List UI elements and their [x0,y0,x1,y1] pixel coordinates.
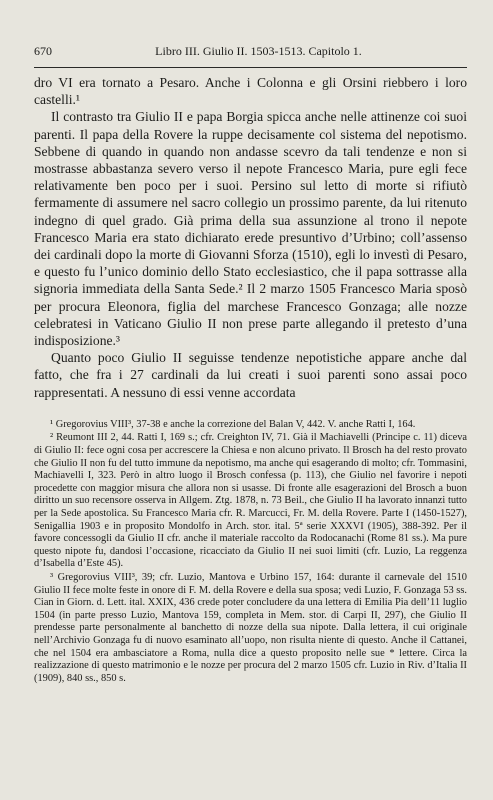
paragraph-nepotism: Il contrasto tra Giulio II e papa Borgia spicca anche nelle attinenze coi suoi parenti. Il papa della Rovere la ruppe decisamente col sistema del nepotismo. Sebbene di quando in quando non andasse scevro da tali tendenze e non si mostrasse abbastanza severo verso il nepote Francesco Maria, pure egli fece relativamente ben poco per i suoi. Persino sul letto di morte si rifiutò fermamente di assumere nel sacro collegio un prossimo parente, da lui ritenuto indegno di quel grado. Già prima della sua assunzione al trono il nepote Francesco Maria era stato dichiarato erede presuntivo d’Urbino; coll’assenso dei cardinali dopo la morte di Giovanni Sforza (1510), egli lo investì di Pesaro, e questo fu l’unico dominio dello Stato ecclesiastico, che il papa sottrasse alla signoria immediata della Santa Sede.² Il 2 marzo 1505 Francesco Maria sposò per procura Eleonora, figlia del marchese Francesco Gonzaga; alle nozze celebratesi in Vaticano Giulio II non prese parte allegando il pretesto d’una indisposizione.³ [34,109,467,349]
footnote-2: ² Reumont III 2, 44. Ratti I, 169 s.; cfr. Creighton IV, 71. Già il Machiavelli (Principe c. 11) diceva di Giulio II: fece ogni cosa per accrescere la Chiesa e non alcuno privato. Il Brosch ha del resto provato che Giulio II non fu del tutto immune da nepotismo, ma anche qui esagerando di molto; cfr. Tommasini, Machiavelli I, 323. Però in altro luogo il Brosch confessa (p. 113), che Giulio nel favorire i nepoti procedette con maggior misura che allora non si usasse. Di fronte alle esagerazioni del Brosch a buon diritto un suo recensore osserva in Allgem. Ztg. 1878, n. 73 Beil., che Giulio II ha lavorato innanzi tutto per la Sede apostolica. Su Francesco Maria cfr. R. Marcucci, Fr. M. della Rovere. Parte I (1450-1527), Senigallia 1903 e in proposito Mondolfo in Arch. stor. ital. 5ª serie XXXVI (1905), 388-392. Per il favore concessogli da Giulio II cfr. anche il materiale raccolto da Rodocanachi (Rome 81 ss.). Ma pure questo nipote fu, dandosi l’occasione, ricacciato da Giulio II nei suoi limiti (cfr. Luzio, La reggenza d’Isabella d’Este 45). [34,432,467,570]
footnote-3: ³ Gregorovius VIII³, 39; cfr. Luzio, Mantova e Urbino 157, 164: durante il carnevale del 1510 Giulio II fece molte feste in onore di F. M. della Rovere e della sua sposa; vedi Luzio, F. Gonzaga 53 ss. Cian in Giorn. d. Lett. ital. XXIX, 436 crede poter concludere da una lettera di Emilia Pia dell’11 luglio 1504 (in parte presso Luzio, Mantova 159, completa in Mem. stor. di Carpi II, 297), che Giulio II prendesse parte personalmente al banchetto di nozze della sua nipote. Dalla lettera, il cui originale nell’Archivio Gonzaga fu di nuovo esaminato all’uopo, non risulta niente di questo. Anche il Cattanei, che nel 1504 era ambasciatore a Roma, nulla dice a questo proposito nelle sue * lettere. Circa la realizzazione di questo matrimonio e le nozze per procura del 2 marzo 1505 cfr. Luzio in Riv. d’Italia II (1909), 840 ss., 850 s. [34,571,467,684]
footnote-1: ¹ Gregorovius VIII³, 37-38 e anche la correzione del Balan V, 442. V. anche Ratti I, 164. [50,418,416,430]
main-text [34,74,467,401]
running-title: Libro III. Giulio II. 1503-1513. Capitolo 1. [155,44,362,58]
paragraph-continued: dro VI era tornato a Pesaro. Anche i Colonna e gli Orsini riebbero i loro castelli.¹ [34,75,467,108]
paragraph-cardinals: Quanto poco Giulio II seguisse tendenze nepotistiche appare anche dal fatto, che fra i 27 cardinali da lui creati i suoi parenti sono assai poco rappresentati. A nessuno di essi venne accordata [34,350,467,400]
footnotes [34,419,467,685]
header-rule [34,67,467,68]
page-number: 670 [34,44,52,58]
running-header [34,44,467,59]
